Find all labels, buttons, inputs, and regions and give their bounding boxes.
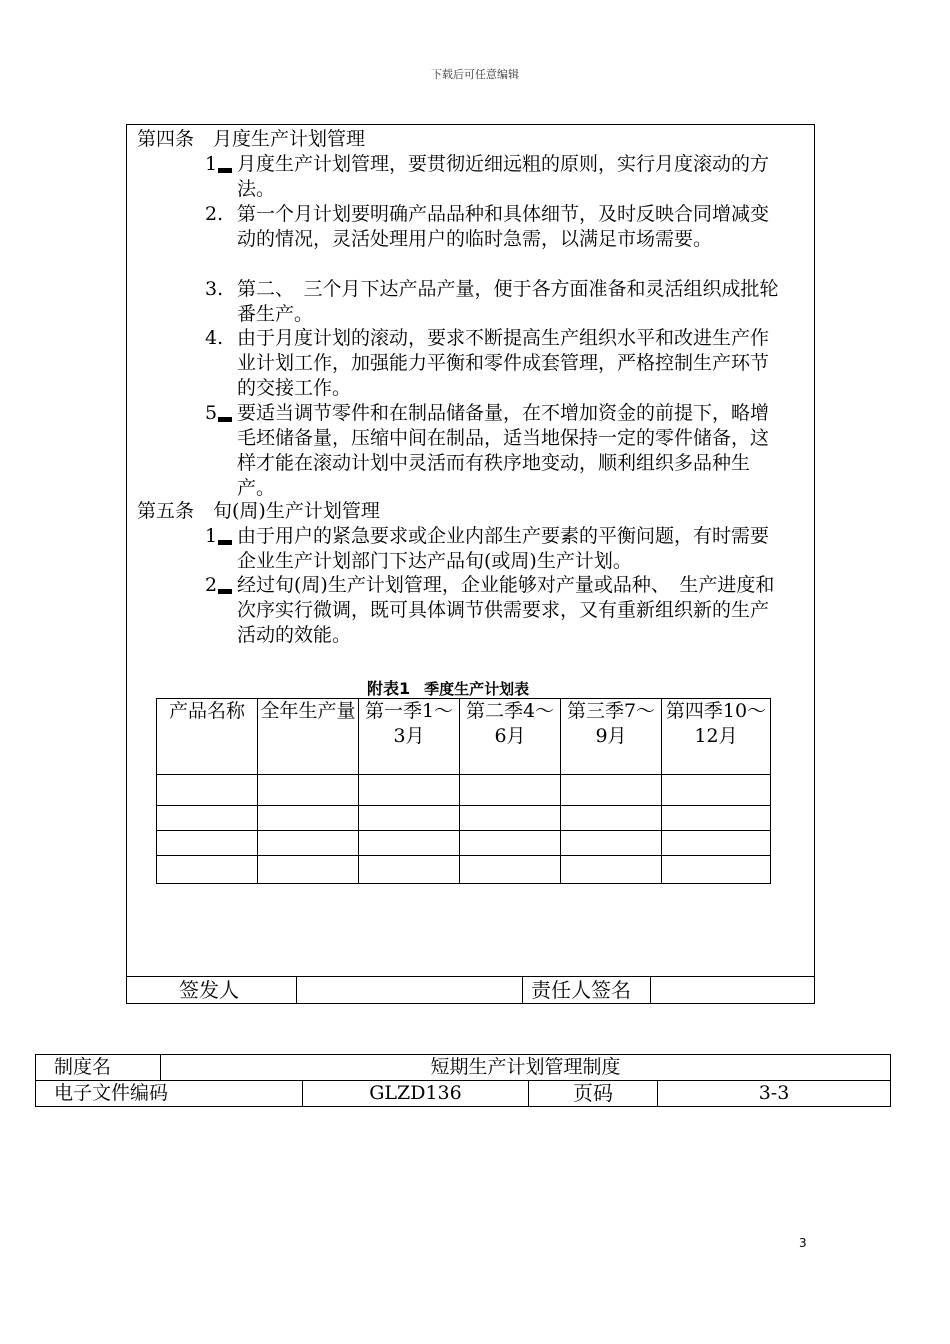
table-cell[interactable] <box>561 775 662 806</box>
page-number: 3 <box>799 1236 807 1250</box>
table-cell[interactable] <box>359 775 460 806</box>
table-cell[interactable] <box>561 831 662 856</box>
table-cell[interactable] <box>258 806 359 831</box>
document-info-table <box>35 1054 891 1107</box>
item-text: 第一个月计划要明确产品品种和具体细节，及时反映合同增减变动的情况，灵活处理用户的临时急需，以满足市场需要。 <box>237 203 770 250</box>
item-number: 1 <box>205 525 218 547</box>
item-text: 月度生产计划管理，要贯彻近细远粗的原则，实行月度滚动的方法。 <box>237 153 770 200</box>
responsible-field[interactable] <box>650 977 815 1003</box>
table-cell[interactable] <box>460 775 561 806</box>
item-number: 5 <box>205 402 218 424</box>
header-q1: 第一季1～3月 <box>359 699 460 775</box>
item-number: 3. <box>205 278 224 300</box>
article-5-title: 第五条 旬(周)生产计划管理 <box>137 500 380 522</box>
item-text: 要适当调节零件和在制品储备量，在不增加资金的前提下，略增毛坯储备量，压缩中间在制品，适当地保持一定的零件储备，这样才能在滚动计划中灵活而有秩序地变动，顺利组织多品种生产。 <box>237 402 770 499</box>
table-cell[interactable] <box>460 856 561 884</box>
quarterly-plan-table <box>156 698 771 884</box>
table-caption <box>367 676 529 699</box>
table-cell[interactable] <box>258 831 359 856</box>
item-text: 由于月度计划的滚动，要求不断提高生产组织水平和改进生产作业计划工作，加强能力平衡和零件成套管理，严格控制生产环节的交接工作。 <box>237 327 770 399</box>
page-code-value: 3-3 <box>758 1082 790 1104</box>
article-4-item-4 <box>205 326 787 401</box>
header-note: 下载后可任意编辑 <box>431 68 519 81</box>
header-q2: 第二季4～6月 <box>460 699 561 775</box>
article-4-item-1 <box>205 152 787 202</box>
table-cell[interactable] <box>561 806 662 831</box>
article-4-title: 第四条 月度生产计划管理 <box>137 128 366 150</box>
signer-label: 签发人 <box>179 978 239 1002</box>
table-cell[interactable] <box>561 856 662 884</box>
table-row <box>157 856 771 884</box>
table-cell[interactable] <box>157 806 258 831</box>
page-code-group <box>529 1081 890 1106</box>
content-box <box>126 124 815 1004</box>
table-cell[interactable] <box>662 831 771 856</box>
header-product-name: 产品名称 <box>157 699 258 775</box>
item-number: 2. <box>205 203 224 225</box>
article-4-item-2 <box>205 202 787 252</box>
table-header-row <box>157 699 771 775</box>
item-text: 第二、 三个月下达产品产量，便于各方面准备和灵活组织成批轮番生产。 <box>237 278 779 325</box>
table-cell[interactable] <box>662 806 771 831</box>
table-cell[interactable] <box>460 831 561 856</box>
item-number: 4. <box>205 327 224 349</box>
bullet-mark <box>218 540 232 545</box>
table-cell[interactable] <box>359 806 460 831</box>
table-cell[interactable] <box>157 775 258 806</box>
signer-field[interactable] <box>296 977 523 1003</box>
table-caption-label: 附表1 <box>367 679 411 698</box>
table-row <box>157 831 771 856</box>
bullet-mark <box>218 168 232 173</box>
table-cell[interactable] <box>258 856 359 884</box>
table-row <box>157 806 771 831</box>
table-cell[interactable] <box>662 775 771 806</box>
table-cell[interactable] <box>359 831 460 856</box>
signature-row <box>127 976 814 1003</box>
table-cell[interactable] <box>460 806 561 831</box>
table-cell[interactable] <box>359 856 460 884</box>
header-q3: 第三季7～9月 <box>561 699 662 775</box>
bullet-mark <box>218 417 232 422</box>
table-row <box>157 775 771 806</box>
table-cell[interactable] <box>662 856 771 884</box>
responsible-label: 责任人签名 <box>522 977 650 1003</box>
item-number: 1 <box>205 153 218 175</box>
table-cell[interactable] <box>157 856 258 884</box>
article-4-item-5 <box>205 401 787 501</box>
table-cell[interactable] <box>157 831 258 856</box>
header-annual-output: 全年生产量 <box>258 699 359 775</box>
header-q4: 第四季10～12月 <box>662 699 771 775</box>
article-4-item-3 <box>205 277 787 327</box>
bullet-mark <box>218 589 232 594</box>
file-code-value: GLZD136 <box>302 1081 528 1107</box>
page-code-label: 页码 <box>529 1081 658 1106</box>
system-name-value: 短期生产计划管理制度 <box>161 1055 891 1081</box>
article-5-item-2 <box>205 573 787 648</box>
item-text: 由于用户的紧急要求或企业内部生产要素的平衡问题，有时需要企业生产计划部门下达产品旬(或周)生产计划。 <box>237 525 770 572</box>
item-text: 经过旬(周)生产计划管理，企业能够对产量或品种、 生产进度和次序实行微调，既可具体调节供需要求，又有重新组织新的生产活动的效能。 <box>237 574 775 646</box>
file-code-label: 电子文件编码 <box>36 1081 303 1107</box>
table-cell[interactable] <box>258 775 359 806</box>
table-caption-title: 季度生产计划表 <box>424 680 530 698</box>
info-row-system <box>36 1055 891 1081</box>
article-5-item-1 <box>205 524 787 574</box>
item-number: 2 <box>205 574 218 596</box>
info-row-code <box>36 1081 891 1107</box>
system-name-label: 制度名 <box>36 1055 161 1081</box>
